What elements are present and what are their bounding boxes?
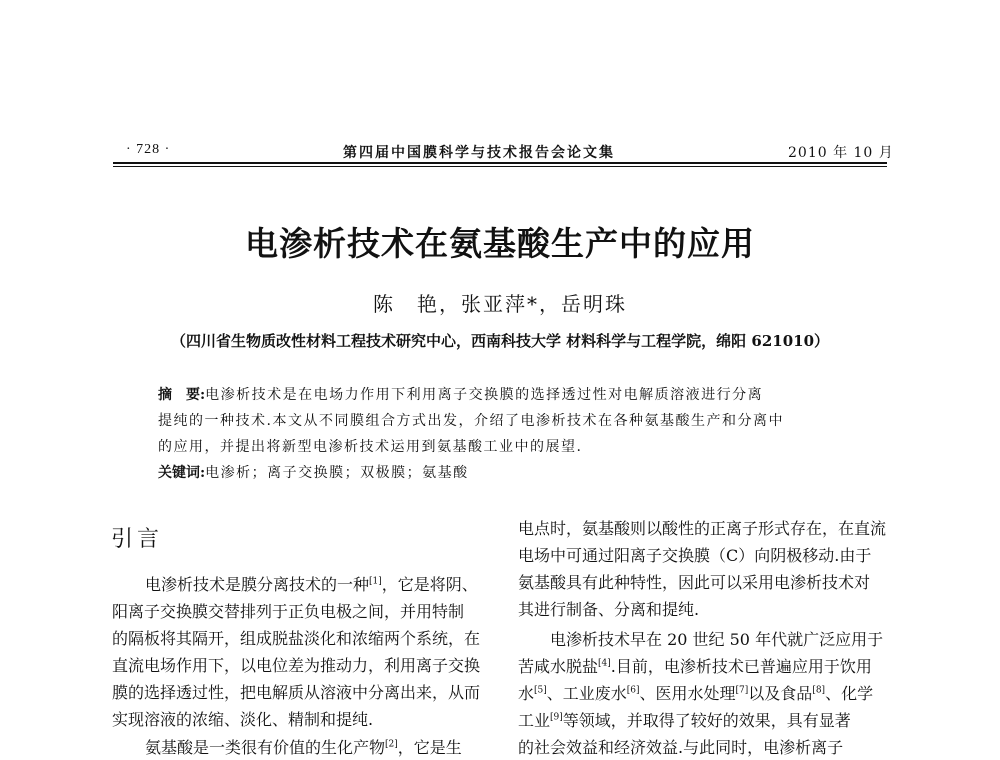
abstract-label: 摘 要: xyxy=(158,387,206,403)
abstract-line: 的应用，并提出将新型电渗析技术运用到氨基酸工业中的展望. xyxy=(158,439,583,455)
keywords-text: 电渗析；离子交换膜；双极膜；氨基酸 xyxy=(205,465,469,481)
keywords-line xyxy=(158,462,469,482)
body-line: 电渗析技术是膜分离技术的一种[1]，它是将阴、 xyxy=(145,575,478,594)
body-line: 实现溶液的浓缩、淡化、精制和提纯. xyxy=(112,710,374,729)
body-line: 的社会效益和经济效益.与此同时，电渗析离子 xyxy=(518,738,844,757)
body-line: 的隔板将其隔开，组成脱盐淡化和浓缩两个系统，在 xyxy=(112,629,481,648)
body-line: 氨基酸具有此种特性，因此可以采用电渗析技术对 xyxy=(518,573,871,592)
header-rule-thick xyxy=(113,162,887,164)
body-line: 电渗析技术早在 20 世纪 50 年代就广泛应用于 xyxy=(550,630,884,649)
abstract-line: 摘 要:电渗析技术是在电场力作用下利用离子交换膜的选择透过性对电解质溶液进行分离 xyxy=(158,387,764,403)
keywords-label: 关键词: xyxy=(158,465,206,481)
header-rule-thin xyxy=(113,166,887,167)
body-line: 直流电场作用下，以电位差为推动力，利用离子交换 xyxy=(112,656,481,675)
abstract-line: 提纯的一种技术.本文从不同膜组合方式出发，介绍了电渗析技术在各种氨基酸生产和分离中 xyxy=(158,413,784,429)
body-line: 工业[9]等领域，并取得了较好的效果，具有显著 xyxy=(518,711,851,730)
section-heading: 引言 xyxy=(111,527,164,552)
body-line: 膜的选择透过性，把电解质从溶液中分离出来，从而 xyxy=(112,683,481,702)
paper-title: 电渗析技术在氨基酸生产中的应用 xyxy=(245,224,755,263)
body-line: 阳离子交换膜交替排列于正负电极之间，并用特制 xyxy=(112,602,465,621)
body-line: 氨基酸是一类很有价值的生化产物[2]，它是生 xyxy=(145,738,462,757)
body-line: 其进行制备、分离和提纯. xyxy=(518,600,700,619)
body-line: 苦咸水脱盐[4].目前，电渗析技术已普遍应用于饮用 xyxy=(518,657,872,676)
running-header-title: 第四届中国膜科学与技术报告会论文集 xyxy=(343,145,615,161)
body-line: 水[5]、工业废水[6]、医用水处理[7]以及食品[8]、化学 xyxy=(518,684,874,703)
running-header-date: 2010 年 10 月 xyxy=(788,145,894,161)
body-line: 电点时，氨基酸则以酸性的正离子形式存在，在直流 xyxy=(518,519,887,538)
author-list: 陈 艳，张亚萍*，岳明珠 xyxy=(373,292,627,316)
affiliation: （四川省生物质改性材料工程技术研究中心，西南科技大学 材料科学与工程学院，绵阳 621010） xyxy=(170,332,830,350)
page-number: · 728 · xyxy=(126,142,171,157)
body-line: 电场中可通过阳离子交换膜（C）向阴极移动.由于 xyxy=(518,546,872,565)
